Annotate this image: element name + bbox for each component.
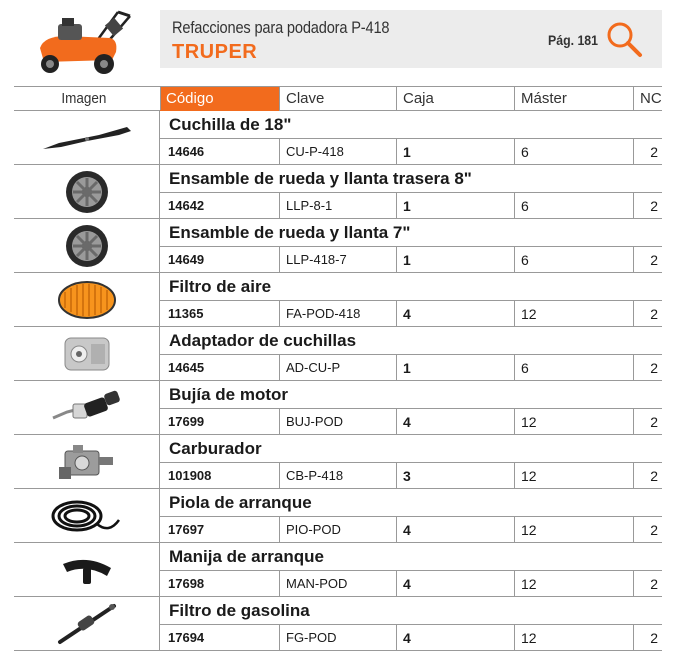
page-number: Pág. 181 [548,32,599,48]
row-clave: FG-POD [279,625,396,651]
row-code: 14649 [168,252,205,267]
row-caja: 4 [396,409,514,435]
table-row [14,489,662,543]
table-row [14,597,662,651]
row-clave: PIO-POD [279,517,396,543]
row-caja: 3 [396,463,514,489]
blade-adapter-icon [14,327,160,380]
row-master: 6 [514,355,633,381]
starter-rope-icon [14,489,160,542]
row-master: 12 [514,517,633,543]
part-name: Piola de arranque [169,493,312,512]
part-name: Adaptador de cuchillas [169,331,357,350]
row-code: 17697 [168,522,205,537]
row-caja: 4 [396,517,514,543]
col-nc: NC [640,90,662,107]
part-name: Ensamble de rueda y llanta 7" [169,223,411,242]
row-code: 14645 [168,360,205,375]
part-details [160,516,662,542]
row-nc: 2 [633,463,662,489]
part-details [160,246,662,272]
row-master: 12 [514,625,633,651]
table-row [14,435,662,489]
part-details [160,462,662,488]
row-nc: 2 [633,625,662,651]
row-code: 14646 [168,144,205,159]
row-nc: 2 [633,193,662,219]
row-code: 14642 [168,198,205,213]
part-name: Bujía de motor [169,385,289,404]
wheel-icon [14,219,160,272]
col-master: Máster [521,90,567,107]
col-codigo: Código [160,87,279,111]
table-row [14,327,662,381]
table-header [14,86,662,111]
row-nc: 2 [633,139,662,165]
row-caja: 1 [396,139,514,165]
brand-logo: TRUPER [172,41,258,63]
part-details [160,408,662,434]
carburetor-icon [14,435,160,488]
table-row [14,381,662,435]
col-caja: Caja [403,90,434,107]
page-title: Refacciones para podadora P-418 [172,18,390,37]
part-name: Filtro de gasolina [169,601,310,620]
row-clave: MAN-POD [279,571,396,597]
table-row [14,219,662,273]
col-imagen: Imagen [61,90,107,107]
row-caja: 4 [396,571,514,597]
row-clave: LLP-418-7 [279,247,396,273]
table-row [14,111,662,165]
air-filter-icon [14,273,160,326]
header-bar [160,10,662,68]
row-nc: 2 [633,355,662,381]
row-master: 12 [514,301,633,327]
row-master: 12 [514,463,633,489]
row-master: 6 [514,139,633,165]
part-details [160,192,662,218]
row-clave: FA-POD-418 [279,301,396,327]
row-clave: CB-P-418 [279,463,396,489]
row-master: 12 [514,409,633,435]
row-master: 12 [514,571,633,597]
part-details [160,354,662,380]
part-name: Manija de arranque [169,547,324,566]
part-details [160,570,662,596]
spark-plug-icon [14,381,160,434]
parts-table [14,86,662,651]
row-nc: 2 [633,247,662,273]
row-code: 17698 [168,576,205,591]
row-code: 17694 [168,630,205,645]
part-name: Filtro de aire [169,277,272,296]
row-master: 6 [514,247,633,273]
starter-handle-icon [14,543,160,596]
lawnmower-image [26,6,144,76]
row-code: 11365 [168,306,204,321]
wheel-icon [14,165,160,218]
row-code: 101908 [168,468,212,483]
row-caja: 4 [396,301,514,327]
row-caja: 1 [396,247,514,273]
row-caja: 1 [396,355,514,381]
row-nc: 2 [633,409,662,435]
row-clave: CU-P-418 [279,139,396,165]
part-details [160,300,662,326]
row-code: 17699 [168,414,205,429]
part-details [160,138,662,164]
row-clave: BUJ-POD [279,409,396,435]
part-name: Carburador [169,439,262,458]
part-name: Ensamble de rueda y llanta trasera 8" [169,169,472,188]
row-caja: 4 [396,625,514,651]
row-caja: 1 [396,193,514,219]
row-master: 6 [514,193,633,219]
part-name: Cuchilla de 18" [169,115,292,134]
table-row [14,165,662,219]
fuel-filter-icon [14,597,160,650]
col-clave: Clave [286,90,325,107]
row-nc: 2 [633,301,662,327]
row-clave: LLP-8-1 [279,193,396,219]
row-nc: 2 [633,571,662,597]
row-clave: AD-CU-P [279,355,396,381]
part-details [160,624,662,650]
table-row [14,273,662,327]
blade-icon [14,111,160,164]
table-row [14,543,662,597]
search-icon[interactable] [604,19,644,59]
row-nc: 2 [633,517,662,543]
